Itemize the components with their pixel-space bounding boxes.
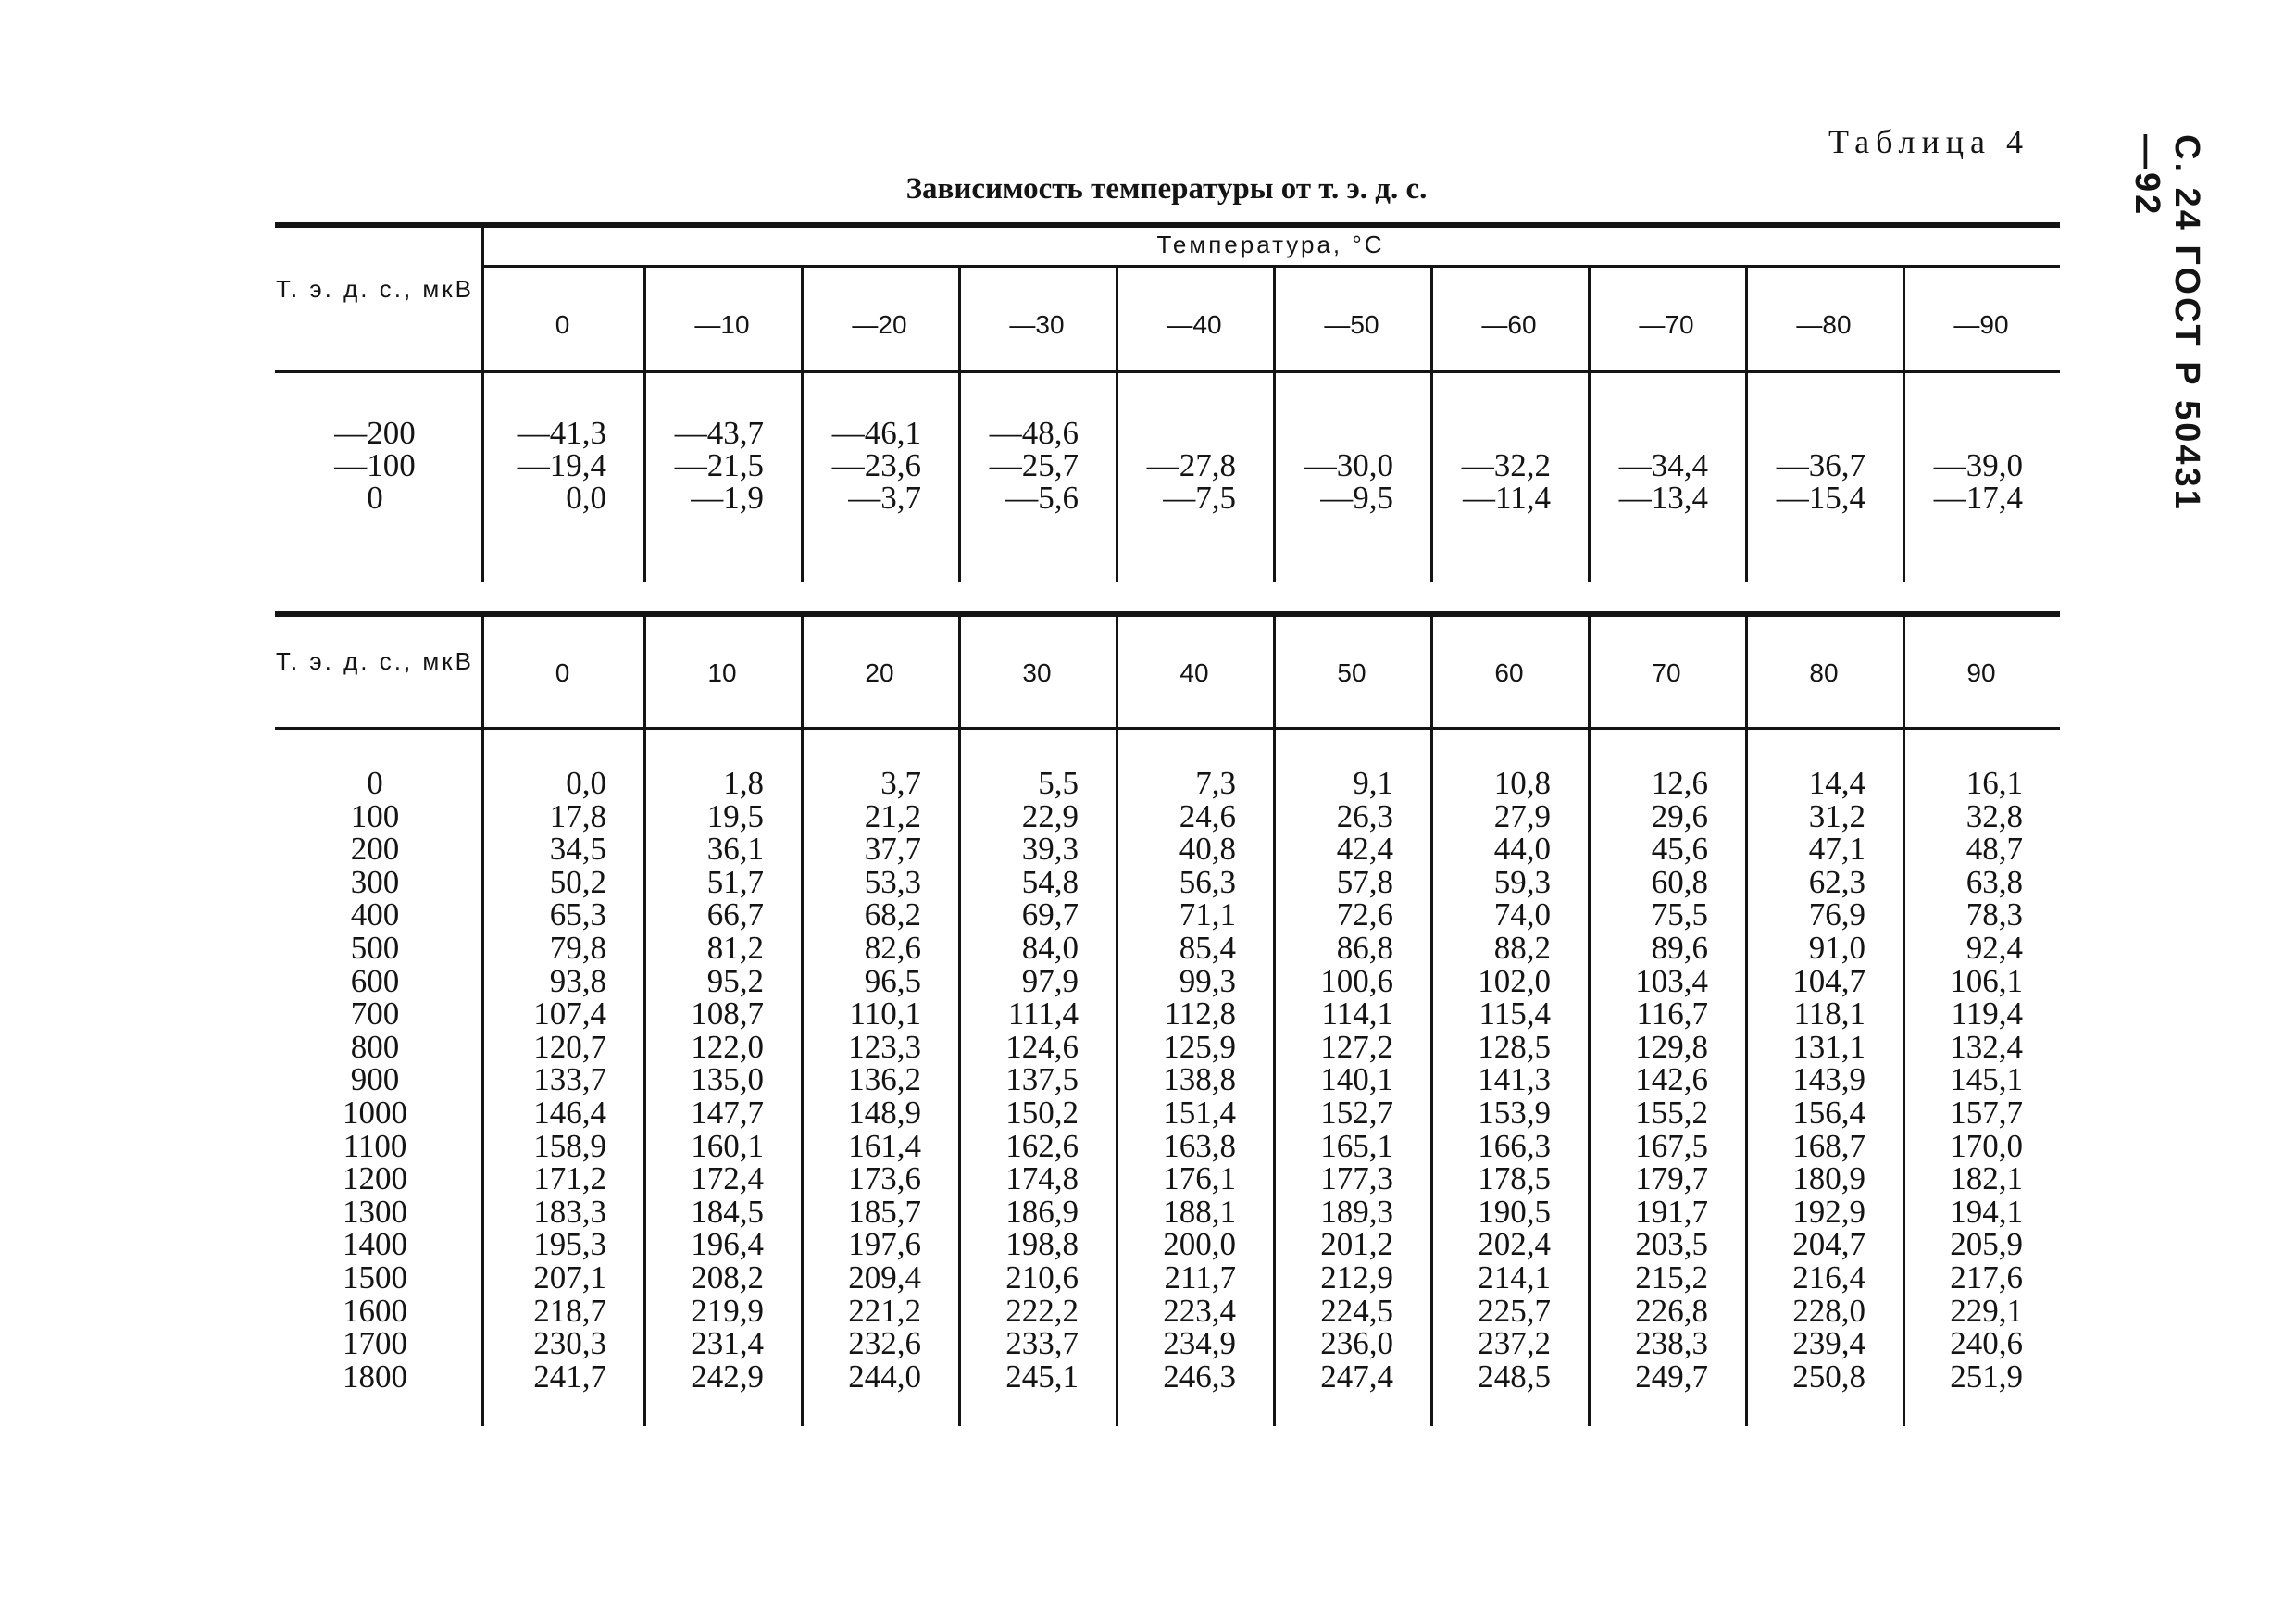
positive_section-cell: 45,6 — [1651, 831, 1708, 868]
positive_section-cell: 88,2 — [1493, 930, 1551, 966]
positive_section-cell: 37,7 — [864, 831, 921, 868]
positive_section-row-emf: 0 — [367, 765, 383, 801]
positive_section-cell: 47,1 — [1808, 831, 1866, 868]
negative_section-cell: —23,6 — [831, 447, 921, 483]
positive_section-cell: 156,4 — [1792, 1095, 1866, 1131]
positive_section-cell: 116,7 — [1636, 995, 1708, 1033]
positive_section-cell: 104,7 — [1792, 962, 1866, 999]
positive_section-cell: 12,6 — [1651, 765, 1708, 801]
temperature-group-header: Температура, °С — [1156, 231, 1385, 258]
positive_section-row-emf: 1600 — [343, 1292, 407, 1329]
positive_section-cell: 223,4 — [1163, 1292, 1236, 1329]
positive_section-cell: 7,3 — [1195, 765, 1236, 801]
positive_section-row-emf: 500 — [350, 930, 400, 966]
positive_section-cell: 40,8 — [1179, 831, 1236, 868]
positive_section-cell: 245,1 — [1005, 1358, 1079, 1395]
positive_section-cell: 189,3 — [1320, 1193, 1393, 1230]
positive_section-cell: 207,1 — [533, 1259, 606, 1296]
positive_section-cell: 136,2 — [848, 1061, 921, 1098]
positive_section-cell: 210,6 — [1005, 1259, 1079, 1296]
negative_section-col-header: —60 — [1481, 310, 1537, 339]
positive_section-cell: 168,7 — [1792, 1127, 1866, 1164]
positive_section-cell: 63,8 — [1965, 863, 2023, 900]
positive_section-cell: 26,3 — [1336, 797, 1393, 834]
positive_section-cell: 197,6 — [848, 1226, 921, 1263]
positive_section-cell: 198,8 — [1005, 1226, 1079, 1263]
positive_section-row-emf: 1000 — [343, 1095, 407, 1131]
positive_section-cell: 246,3 — [1163, 1358, 1236, 1395]
positive_section-row-emf: 400 — [350, 896, 400, 933]
negative_section-cell: —19,4 — [517, 447, 606, 483]
positive_section-cell: 48,7 — [1965, 831, 2023, 868]
positive_section-cell: 222,2 — [1005, 1292, 1079, 1329]
positive_section-top-rule — [275, 611, 2060, 617]
positive_section-cell: 208,2 — [691, 1259, 764, 1296]
positive_section-row-emf: 300 — [350, 863, 400, 900]
positive_section-cell: 143,9 — [1792, 1061, 1866, 1098]
positive_section-cell: 170,0 — [1950, 1127, 2023, 1164]
positive_section-cell: 211,7 — [1164, 1259, 1236, 1296]
positive_section-cell: 39,3 — [1021, 831, 1079, 868]
positive_section-cell: 1,8 — [723, 765, 764, 801]
positive_section-row-emf: 700 — [350, 995, 400, 1033]
positive_section-row-emf: 1100 — [343, 1127, 407, 1164]
positive_section-row-emf: 200 — [350, 831, 400, 868]
positive_section-cell: 71,1 — [1179, 896, 1236, 933]
positive_section-cell: 111,4 — [1007, 995, 1079, 1033]
positive_section-cell: 229,1 — [1950, 1292, 2023, 1329]
positive_section-cell: 161,4 — [848, 1127, 921, 1164]
positive_section-cell: 3,7 — [880, 765, 921, 801]
positive_section-cell: 96,5 — [864, 962, 921, 999]
positive_section-cell: 36,1 — [706, 831, 764, 868]
positive_section-cell: 16,1 — [1965, 765, 2023, 801]
positive_section-cell: 183,3 — [533, 1193, 606, 1230]
positive_section-cell: 232,6 — [848, 1325, 921, 1362]
negative_section-row-emf: —100 — [334, 447, 416, 483]
positive_section-cell: 251,9 — [1950, 1358, 2023, 1395]
positive_section-cell: 233,7 — [1005, 1325, 1079, 1362]
positive_section-cell: 157,7 — [1950, 1095, 2023, 1131]
positive_section-cell: 228,0 — [1792, 1292, 1866, 1329]
positive_section-cell: 166,3 — [1478, 1127, 1551, 1164]
positive_section-cell: 42,4 — [1336, 831, 1393, 868]
positive_section-cell: 231,4 — [691, 1325, 764, 1362]
positive_section-cell: 239,4 — [1792, 1325, 1866, 1362]
positive_section-cell: 147,7 — [691, 1095, 764, 1131]
negative_section-col-header: —20 — [852, 310, 907, 339]
positive_section-cell: 99,3 — [1179, 962, 1236, 999]
positive_section-cell: 250,8 — [1792, 1358, 1866, 1395]
positive_section-cell: 69,7 — [1021, 896, 1079, 933]
positive_section-col-header: 50 — [1337, 658, 1366, 687]
negative_section-col-header: —40 — [1167, 310, 1222, 339]
positive_section-cell: 124,6 — [1005, 1028, 1079, 1065]
positive_section-cell: 76,9 — [1808, 896, 1866, 933]
positive_section-cell: 133,7 — [533, 1061, 606, 1098]
positive_section-col-header: 60 — [1494, 658, 1524, 687]
emf-column-header: Т. э. д. с., мкВ — [275, 275, 475, 303]
positive_section-col-header: 30 — [1022, 658, 1052, 687]
positive_section-cell: 53,3 — [864, 863, 921, 900]
positive_section-cell: 204,7 — [1792, 1226, 1866, 1263]
positive_section-cell: 244,0 — [848, 1358, 921, 1395]
positive_section-cell: 44,0 — [1493, 831, 1551, 868]
positive_section-cell: 135,0 — [691, 1061, 764, 1098]
positive_section-cell: 242,9 — [691, 1358, 764, 1395]
positive_section-cell: 129,8 — [1635, 1028, 1708, 1065]
positive_section-cell: 201,2 — [1320, 1226, 1393, 1263]
positive_section-cell: 102,0 — [1478, 962, 1551, 999]
negative_section-cell: —27,8 — [1146, 447, 1236, 483]
positive_section-row-emf: 600 — [350, 962, 400, 999]
positive_section-cell: 84,0 — [1021, 930, 1079, 966]
negative_section-row-emf: 0 — [367, 480, 383, 516]
negative_section-cell: —17,4 — [1933, 480, 2023, 516]
positive_section-cell: 237,2 — [1478, 1325, 1551, 1362]
positive_section-cell: 216,4 — [1792, 1259, 1866, 1296]
positive_section-col-header: 40 — [1179, 658, 1209, 687]
positive_section-cell: 91,0 — [1808, 930, 1866, 966]
negative_section-cell: —36,7 — [1776, 447, 1866, 483]
negative_section-cell: —48,6 — [989, 415, 1079, 451]
positive_section-cell: 138,8 — [1163, 1061, 1236, 1098]
positive_section-cell: 5,5 — [1038, 765, 1079, 801]
negative_section-cell: 0,0 — [566, 480, 606, 516]
positive_section-cell: 153,9 — [1478, 1095, 1551, 1131]
positive_section-cell: 178,5 — [1478, 1160, 1551, 1197]
positive_section-cell: 57,8 — [1336, 863, 1393, 900]
positive_section-col-header: 0 — [555, 658, 570, 687]
positive_section-cell: 247,4 — [1320, 1358, 1393, 1395]
positive_section-cell: 86,8 — [1336, 930, 1393, 966]
negative_section-col-divider — [481, 228, 484, 582]
positive_section-row-emf: 100 — [350, 797, 400, 834]
positive_section-cell: 123,3 — [848, 1028, 921, 1065]
positive_section-cell: 125,9 — [1163, 1028, 1236, 1065]
positive_section-col-header: 20 — [865, 658, 894, 687]
negative_section-cell: —21,5 — [674, 447, 764, 483]
negative_section-header-rule — [275, 370, 2060, 373]
positive_section-row-emf: 1200 — [343, 1160, 407, 1197]
positive_section-row-emf: 1300 — [343, 1193, 407, 1230]
positive_section-cell: 34,5 — [549, 831, 606, 868]
negative_section-cell: —1,9 — [691, 480, 764, 516]
negative_section-col-header: —90 — [1953, 310, 2009, 339]
negative_section-cell: —9,5 — [1320, 480, 1393, 516]
positive_section-cell: 188,1 — [1163, 1193, 1236, 1230]
positive_section-col-header: 70 — [1652, 658, 1681, 687]
positive_section-cell: 155,2 — [1635, 1095, 1708, 1131]
negative_section-cell: —46,1 — [831, 415, 921, 451]
positive_section-cell: 108,7 — [691, 995, 764, 1033]
positive_section-cell: 196,4 — [691, 1226, 764, 1263]
positive_section-cell: 163,8 — [1163, 1127, 1236, 1164]
positive_section-cell: 141,3 — [1478, 1061, 1551, 1098]
positive_section-cell: 205,9 — [1950, 1226, 2023, 1263]
positive_section-cell: 79,8 — [549, 930, 606, 966]
positive_section-cell: 179,7 — [1635, 1160, 1708, 1197]
positive_section-cell: 114,1 — [1321, 995, 1393, 1033]
negative_section-col-header: —50 — [1324, 310, 1379, 339]
emf-column-header: Т. э. д. с., мкВ — [275, 647, 475, 675]
positive_section-cell: 82,6 — [864, 930, 921, 966]
positive_section-cell: 241,7 — [533, 1358, 606, 1395]
positive_section-cell: 93,8 — [549, 962, 606, 999]
positive_section-cell: 89,6 — [1651, 930, 1708, 966]
positive_section-row-emf: 800 — [350, 1028, 400, 1065]
table-title: Зависимость температуры от т. э. д. с. — [905, 172, 1428, 206]
positive_section-cell: 115,4 — [1479, 995, 1551, 1033]
positive_section-cell: 238,3 — [1635, 1325, 1708, 1362]
negative_section-cell: —3,7 — [848, 480, 921, 516]
positive_section-cell: 192,9 — [1792, 1193, 1866, 1230]
positive_section-cell: 132,4 — [1950, 1028, 2023, 1065]
negative_section-col-header: —10 — [694, 310, 750, 339]
positive_section-cell: 54,8 — [1021, 863, 1079, 900]
positive_section-cell: 148,9 — [848, 1095, 921, 1131]
positive_section-cell: 56,3 — [1179, 863, 1236, 900]
positive_section-cell: 9,1 — [1353, 765, 1393, 801]
negative_section-cell: —30,0 — [1304, 447, 1393, 483]
positive_section-cell: 221,2 — [848, 1292, 921, 1329]
positive_section-cell: 184,5 — [691, 1193, 764, 1230]
positive_section-cell: 65,3 — [549, 896, 606, 933]
positive_section-cell: 214,1 — [1478, 1259, 1551, 1296]
negative_section-cell: —25,7 — [989, 447, 1079, 483]
positive_section-cell: 14,4 — [1808, 765, 1866, 801]
positive_section-cell: 218,7 — [533, 1292, 606, 1329]
positive_section-cell: 167,5 — [1635, 1127, 1708, 1164]
positive_section-cell: 122,0 — [691, 1028, 764, 1065]
positive_section-cell: 29,6 — [1651, 797, 1708, 834]
positive_section-cell: 106,1 — [1950, 962, 2023, 999]
positive_section-col-header: 90 — [1966, 658, 1996, 687]
negative_section-cell: —41,3 — [517, 415, 606, 451]
negative_section-row-emf: —200 — [334, 415, 416, 451]
positive_section-cell: 21,2 — [864, 797, 921, 834]
table-number: Таблица 4 — [1828, 123, 2029, 160]
positive_section-cell: 120,7 — [533, 1028, 606, 1065]
positive_section-cell: 66,7 — [706, 896, 764, 933]
positive_section-cell: 200,0 — [1163, 1226, 1236, 1263]
page-label-text: С. 24 ГОСТ Р 50431—92 — [2128, 134, 2206, 512]
positive_section-cell: 10,8 — [1493, 765, 1551, 801]
positive_section-cell: 160,1 — [691, 1127, 764, 1164]
positive_section-cell: 151,4 — [1163, 1095, 1236, 1131]
negative_section-cell: —7,5 — [1163, 480, 1236, 516]
positive_section-cell: 51,7 — [706, 863, 764, 900]
positive_section-cell: 234,9 — [1163, 1325, 1236, 1362]
positive_section-cell: 103,4 — [1635, 962, 1708, 999]
positive_section-cell: 92,4 — [1965, 930, 2023, 966]
positive_section-cell: 219,9 — [691, 1292, 764, 1329]
positive_section-cell: 140,1 — [1320, 1061, 1393, 1098]
positive_section-cell: 203,5 — [1635, 1226, 1708, 1263]
negative_section-cell: —32,2 — [1461, 447, 1551, 483]
positive_section-cell: 62,3 — [1808, 863, 1866, 900]
positive_section-cell: 217,6 — [1950, 1259, 2023, 1296]
positive_section-row-emf: 1800 — [343, 1358, 407, 1395]
positive_section-row-emf: 900 — [350, 1061, 400, 1098]
positive_section-cell: 22,9 — [1021, 797, 1079, 834]
positive_section-cell: 110,1 — [849, 995, 921, 1033]
negative_section-cell: —15,4 — [1776, 480, 1866, 516]
positive_section-cell: 95,2 — [706, 962, 764, 999]
positive_section-cell: 131,1 — [1792, 1028, 1866, 1065]
positive_section-cell: 194,1 — [1950, 1193, 2023, 1230]
positive_section-cell: 24,6 — [1179, 797, 1236, 834]
positive_section-cell: 127,2 — [1320, 1028, 1393, 1065]
positive_section-cell: 162,6 — [1005, 1127, 1079, 1164]
positive_section-cell: 78,3 — [1965, 896, 2023, 933]
positive_section-col-header: 10 — [707, 658, 737, 687]
positive_section-cell: 32,8 — [1965, 797, 2023, 834]
positive_section-cell: 190,5 — [1478, 1193, 1551, 1230]
positive_section-row-emf: 1700 — [343, 1325, 407, 1362]
negative_section-cell: —43,7 — [674, 415, 764, 451]
positive_section-cell: 112,8 — [1164, 995, 1236, 1033]
positive_section-cell: 202,4 — [1478, 1226, 1551, 1263]
negative_section-cell: —34,4 — [1618, 447, 1708, 483]
positive_section-cell: 27,9 — [1493, 797, 1551, 834]
positive_section-cell: 240,6 — [1950, 1325, 2023, 1362]
negative_section-cell: —39,0 — [1933, 447, 2023, 483]
positive_section-cell: 31,2 — [1808, 797, 1866, 834]
positive_section-cell: 215,2 — [1635, 1259, 1708, 1296]
positive_section-cell: 230,3 — [533, 1325, 606, 1362]
positive_section-cell: 145,1 — [1950, 1061, 2023, 1098]
positive_section-cell: 59,3 — [1493, 863, 1551, 900]
positive_section-cell: 142,6 — [1635, 1061, 1708, 1098]
positive_section-cell: 173,6 — [848, 1160, 921, 1197]
positive_section-cell: 107,4 — [533, 995, 606, 1033]
positive_section-cell: 118,1 — [1793, 995, 1866, 1033]
positive_section-cell: 195,3 — [533, 1226, 606, 1263]
positive_section-cell: 100,6 — [1320, 962, 1393, 999]
negative_section-cell: —13,4 — [1618, 480, 1708, 516]
positive_section-cell: 172,4 — [691, 1160, 764, 1197]
positive_section-col-header: 80 — [1809, 658, 1839, 687]
positive_section-cell: 50,2 — [549, 863, 606, 900]
positive_section-cell: 75,5 — [1651, 896, 1708, 933]
positive_section-cell: 209,4 — [848, 1259, 921, 1296]
positive_section-cell: 137,5 — [1005, 1061, 1079, 1098]
positive_section-cell: 68,2 — [864, 896, 921, 933]
positive_section-cell: 191,7 — [1635, 1193, 1708, 1230]
positive_section-cell: 226,8 — [1635, 1292, 1708, 1329]
page-label — [2128, 134, 2206, 542]
positive_section-row-emf: 1500 — [343, 1259, 407, 1296]
positive_section-cell: 152,7 — [1320, 1095, 1393, 1131]
positive_section-cell: 119,4 — [1951, 995, 2023, 1033]
positive_section-cell: 171,2 — [533, 1160, 606, 1197]
positive_section-cell: 150,2 — [1005, 1095, 1079, 1131]
positive_section-cell: 165,1 — [1320, 1127, 1393, 1164]
positive_section-cell: 248,5 — [1478, 1358, 1551, 1395]
negative_section-col-header: —30 — [1009, 310, 1065, 339]
positive_section-cell: 81,2 — [706, 930, 764, 966]
positive_section-cell: 186,9 — [1005, 1193, 1079, 1230]
positive_section-cell: 19,5 — [706, 797, 764, 834]
positive_section-cell: 212,9 — [1320, 1259, 1393, 1296]
negative_section-group-rule — [481, 265, 2060, 268]
positive_section-cell: 97,9 — [1021, 962, 1079, 999]
negative_section-col-header: —80 — [1796, 310, 1852, 339]
positive_section-cell: 174,8 — [1005, 1160, 1079, 1197]
positive_section-cell: 74,0 — [1493, 896, 1551, 933]
positive_section-cell: 176,1 — [1163, 1160, 1236, 1197]
positive_section-cell: 85,4 — [1179, 930, 1236, 966]
positive_section-cell: 185,7 — [848, 1193, 921, 1230]
positive_section-cell: 249,7 — [1635, 1358, 1708, 1395]
positive_section-cell: 158,9 — [533, 1127, 606, 1164]
positive_section-cell: 236,0 — [1320, 1325, 1393, 1362]
negative_section-top-rule — [275, 222, 2060, 228]
negative_section-cell: —5,6 — [1005, 480, 1079, 516]
positive_section-header-rule — [275, 727, 2060, 730]
positive_section-cell: 182,1 — [1950, 1160, 2023, 1197]
positive_section-cell: 72,6 — [1336, 896, 1393, 933]
positive_section-cell: 17,8 — [549, 797, 606, 834]
positive_section-cell: 60,8 — [1651, 863, 1708, 900]
positive_section-cell: 128,5 — [1478, 1028, 1551, 1065]
positive_section-cell: 180,9 — [1792, 1160, 1866, 1197]
positive_section-cell: 177,3 — [1320, 1160, 1393, 1197]
positive_section-cell: 0,0 — [566, 765, 606, 801]
negative_section-col-header: 0 — [555, 310, 570, 339]
positive_section-cell: 225,7 — [1478, 1292, 1551, 1329]
positive_section-row-emf: 1400 — [343, 1226, 407, 1263]
negative_section-cell: —11,4 — [1463, 480, 1551, 516]
positive_section-cell: 224,5 — [1320, 1292, 1393, 1329]
positive_section-cell: 146,4 — [533, 1095, 606, 1131]
negative_section-col-header: —70 — [1639, 310, 1694, 339]
